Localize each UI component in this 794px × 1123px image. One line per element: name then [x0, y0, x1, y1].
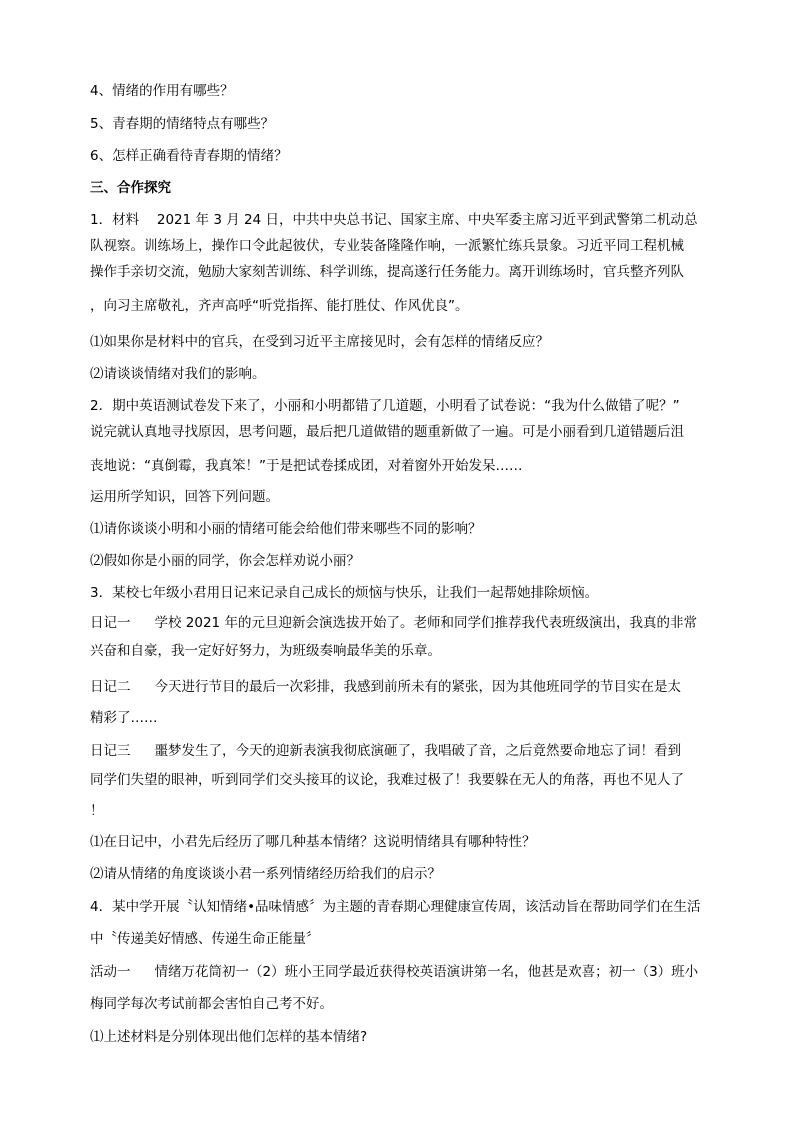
diary1-text: 学校 2021 年的元旦迎新会演选拔开始了。老师和同学们推荐我代表班级演出，我真的非常	[154, 615, 697, 631]
item2-line3: 丧地说：“真倒霉，我真笨！”于是把试卷揉成团，对着窗外开始发呆……	[90, 458, 523, 474]
diary3-line2: 同学们失望的眼神，听到同学们交头接耳的议论，我难过极了！我要躲在无人的角落，再也不见人了	[90, 772, 684, 788]
item1-sub2: ⑵请谈谈情绪对我们的影响。	[90, 366, 266, 382]
item1-line2: 队视察。训练场上，操作口令此起彼伏，专业装备隆隆作响，一派繁忙练兵景象。习近平同工程机械	[90, 238, 684, 254]
activity1-line1	[90, 962, 710, 982]
activity1-line2: 梅同学每次考试前都会害怕自己考不好。	[90, 996, 333, 1012]
diary3-line3: ！	[90, 803, 104, 819]
item3-sub2: ⑵请从情绪的角度谈谈小君一系列情绪经历给我们的启示？	[90, 866, 441, 882]
activity1-label: 活动一	[90, 964, 131, 980]
item2-line2: 说完就认真地寻找原因，思考问题，最后把几道做错的题重新做了一遍。可是小丽看到几道错题后沮	[90, 424, 684, 440]
diary3-line1	[90, 741, 710, 761]
diary1-line2: 兴奋和自豪，我一定好好努力，为班级奏响最华美的乐章。	[90, 643, 441, 659]
diary3-text: 噩梦发生了，今天的迎新表演我彻底演砸了，我唱破了音，之后竟然要命地忘了词！看到	[154, 743, 681, 759]
diary2-line2: 精彩了……	[90, 710, 158, 726]
diary3-label: 日记三	[90, 743, 131, 759]
diary1-label: 日记一	[90, 615, 131, 631]
item4-line1: 4．某中学开展〝认知情绪•品味情感〞为主题的青春期心理健康宣传周，该活动旨在帮助同学们在生活	[90, 899, 701, 915]
question-6: 6、怎样正确看待青春期的情绪？	[90, 148, 288, 164]
item3-intro: 3．某校七年级小君用日记来记录自己成长的烦恼与快乐，让我们一起帮她排除烦恼。	[90, 585, 599, 601]
item4-line2: 中〝传递美好情感、传递生命正能量〞	[90, 931, 320, 947]
item2-line1: 2．期中英语测试卷发下来了，小丽和小明都错了几道题，小明看了试卷说：“我为什么做错了呢？”	[90, 398, 680, 414]
item1-sub1: ⑴如果你是材料中的官兵，在受到习近平主席接见时，会有怎样的情绪反应？	[90, 334, 549, 350]
question-4: 4、情绪的作用有哪些？	[90, 83, 234, 99]
item1-line1: 1．材料 2021 年 3 月 24 日，中共中央总书记、国家主席、中央军委主席习近平到武警第二机动总	[90, 212, 698, 228]
diary2-text: 今天进行节目的最后一次彩排，我感到前所未有的紧张，因为其他班同学的节目实在是太	[154, 679, 681, 695]
activity1-text: 情绪万花筒初一（2）班小王同学最近获得校英语演讲第一名，他甚是欢喜；初一（3）班小	[154, 964, 699, 980]
diary2-line1	[90, 677, 710, 697]
item2-line4: 运用所学知识，回答下列问题。	[90, 489, 279, 505]
item1-line3: 操作手亲切交流，勉励大家刻苦训练、科学训练，提高遂行任务能力。离开训练场时，官兵整齐列队	[90, 264, 684, 280]
item4-sub1: ⑴上述材料是分别体现出他们怎样的基本情绪?	[90, 1029, 368, 1045]
item1-line4: ，向习主席敬礼，齐声高呼“听党指挥、能打胜仗、作风优良”。	[90, 298, 469, 314]
item2-sub2: ⑵假如你是小丽的同学，你会怎样劝说小丽？	[90, 553, 360, 569]
item3-sub1: ⑴在日记中，小君先后经历了哪几种基本情绪？这说明情绪具有哪种特性？	[90, 834, 536, 850]
item2-sub1: ⑴请你谈谈小明和小丽的情绪可能会给他们带来哪些不同的影响？	[90, 521, 482, 537]
diary2-label: 日记二	[90, 679, 131, 695]
question-5: 5、青春期的情绪特点有哪些？	[90, 116, 275, 132]
diary1-line1	[90, 613, 710, 633]
section-title: 三、合作探究	[90, 180, 171, 196]
